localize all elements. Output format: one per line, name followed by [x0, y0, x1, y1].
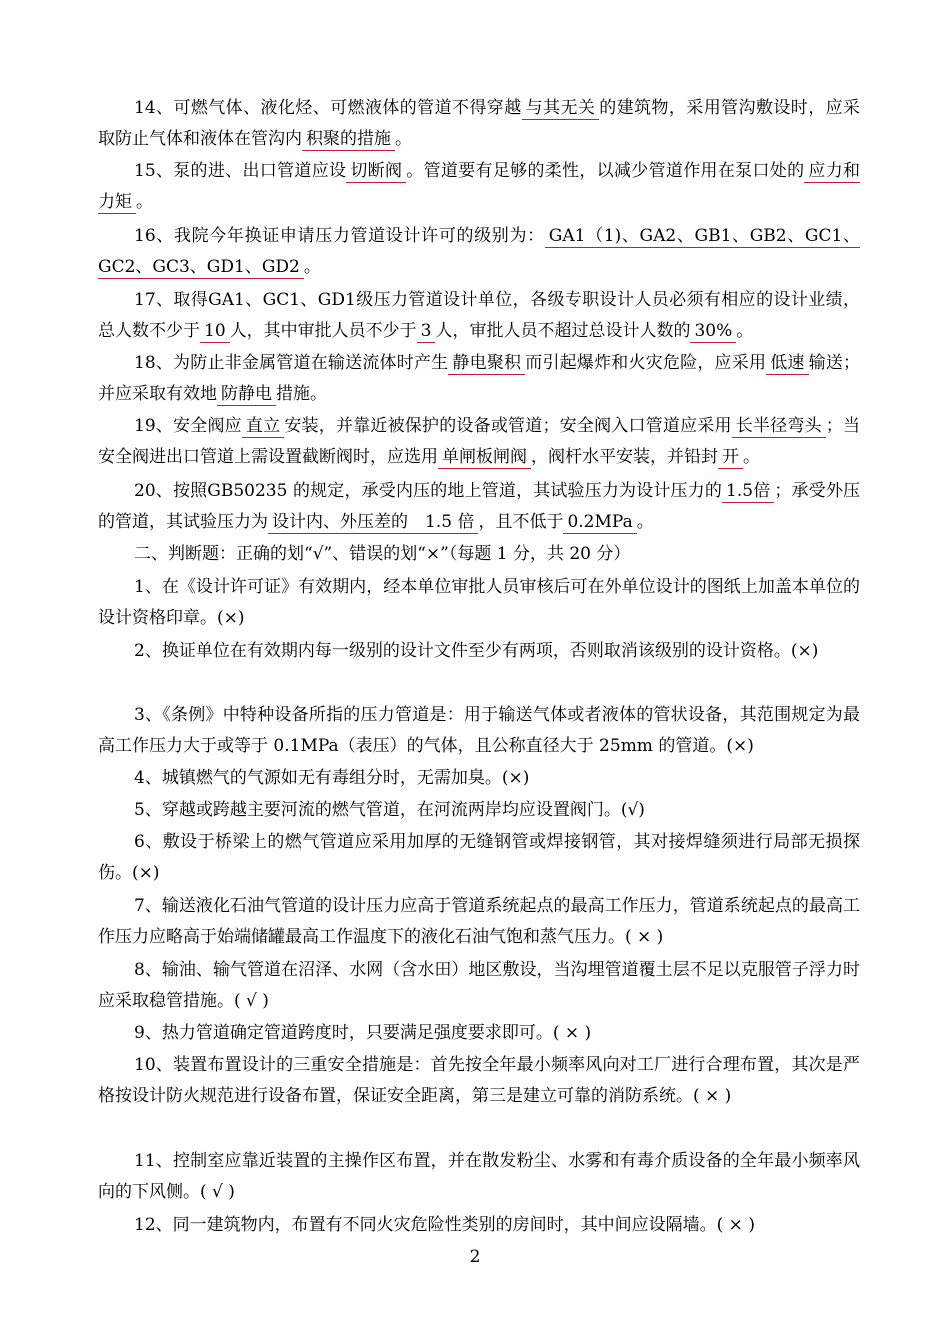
- item-text: 措施。: [276, 384, 327, 404]
- fill-item-19: [98, 411, 860, 473]
- item-text: 19、安全阀应: [134, 416, 242, 436]
- item-text: 。: [743, 447, 760, 467]
- answer-blank: 防静电: [217, 384, 276, 406]
- item-text: 安装，并靠近被保护的设备或管道；安全阀入口管道应采用: [284, 416, 732, 436]
- answer-blank: GA1（1)、GA2、GB1、GB2、GC1、GC2、GC3、GD1、GD2: [98, 226, 860, 277]
- item-text: 15、泵的进、出口管道应设: [134, 161, 347, 181]
- section-heading: 二、判断题：正确的划“√”、错误的划“×”（每题 1 分，共 20 分）: [134, 544, 631, 564]
- item-text: 。: [736, 321, 754, 341]
- item-text: ，阀杆水平安装，并铅封: [531, 447, 718, 467]
- answer-blank: 应力和力矩: [98, 161, 861, 212]
- fill-item-15: [98, 156, 860, 218]
- judgment-item-8: 8、输油、输气管道在沼泽、水网（含水田）地区敷设，当沟埋管道覆土层不足以克服管子浮力时应采取稳管措施。( √ ): [98, 960, 860, 1011]
- item-text: 。: [136, 192, 153, 212]
- item-text: ；承受外压的管道，其试验压力为: [98, 481, 860, 532]
- answer-blank: 积聚的措施: [302, 129, 395, 151]
- judgment-item-6: 6、敷设于桥梁上的燃气管道应采用加厚的无缝钢管或焊接钢管，其对接焊缝须进行局部无损探伤。(×): [98, 832, 860, 883]
- fill-item-18: [98, 348, 860, 410]
- item-text: 的建筑物，采用管沟敷设时，应采取防止气体和液体在管沟内: [98, 98, 861, 149]
- item-text: 14、可燃气体、液化烃、可燃液体的管道不得穿越: [134, 98, 522, 118]
- fill-item-20: [98, 476, 860, 538]
- judgment-item-7: 7、输送液化石油气管道的设计压力应高于管道系统起点的最高工作压力，管道系统起点的最高工作压力应略高于始端储罐最高工作温度下的液化石油气饱和蒸气压力。( × ): [98, 896, 860, 947]
- item-text: 。: [636, 512, 654, 532]
- item-text: ，且不低于: [478, 512, 564, 532]
- judgment-item-4: 4、城镇燃气的气源如无有毒组分时，无需加臭。(×): [134, 768, 530, 788]
- answer-blank: 30%: [690, 321, 736, 343]
- answer-blank: 开: [718, 447, 743, 469]
- judgment-item-2: 2、换证单位在有效期内每一级别的设计文件至少有两项，否则取消该级别的设计资格。(×): [134, 641, 819, 661]
- item-text: 人，其中审批人员不少于: [229, 321, 417, 341]
- page-number: 2: [469, 1247, 481, 1267]
- item-text: ；当安全阀进出口管道上需设置截断阀时，应选用: [98, 416, 861, 467]
- answer-blank: 直立: [242, 416, 284, 438]
- answer-blank: 3: [417, 321, 436, 343]
- judgment-item-3: 3、《条例》中特种设备所指的压力管道是：用于输送气体或者液体的管状设备，其范围规定为最高工作压力大于或等于 0.1MPa（表压）的气体，且公称直径大于 25mm 的管道。(×): [98, 705, 860, 756]
- answer-blank: 单闸板闸阀: [438, 447, 531, 469]
- item-text: 人，审批人员不超过总设计人数的: [435, 321, 691, 341]
- answer-blank: 与其无关: [522, 98, 600, 120]
- item-text: 。管道要有足够的柔性，以减少管道作用在泵口处的: [406, 161, 805, 181]
- item-text: 20、按照GB50235 的规定，承受内压的地上管道，其试验压力为设计压力的: [134, 481, 722, 501]
- judgment-item-1: 1、在《设计许可证》有效期内，经本单位审批人员审核后可在外单位设计的图纸上加盖本单位的设计资格印章。(×): [98, 577, 860, 628]
- item-text: 17、取得GA1、GC1、GD1级压力管道设计单位，各级专职设计人员必须有相应的设计业绩，总人数不少于: [98, 290, 860, 341]
- fill-item-14: [98, 93, 860, 155]
- answer-blank: 长半径弯头: [732, 416, 826, 438]
- item-text: 输送；并应采取有效地: [98, 353, 861, 404]
- answer-blank: 1.5倍: [722, 481, 774, 503]
- fill-item-16: [98, 221, 860, 283]
- judgment-item-5: 5、穿越或跨越主要河流的燃气管道，在河流两岸均应设置阀门。(√): [134, 800, 645, 820]
- answer-blank: 静电聚积: [448, 353, 525, 375]
- fill-item-17: [98, 285, 860, 347]
- judgment-item-12: 12、同一建筑物内，布置有不同火灾危险性类别的房间时，其中间应设隔墙。( × ): [134, 1215, 755, 1235]
- item-text: 18、为防止非金属管道在输送流体时产生: [134, 353, 449, 373]
- answer-blank: 10: [200, 321, 230, 343]
- judgment-item-9: 9、热力管道确定管道跨度时，只要满足强度要求即可。( × ): [134, 1023, 592, 1043]
- item-text: 。: [395, 129, 412, 149]
- answer-blank: 切断阀: [346, 161, 406, 183]
- judgment-item-11: 11、控制室应靠近装置的主操作区布置，并在散发粉尘、水雾和有毒介质设备的全年最小频率风向的下风侧。( √ ): [98, 1151, 860, 1202]
- judgment-item-10: 10、装置布置设计的三重安全措施是：首先按全年最小频率风向对工厂进行合理布置，其次是严格按设计防火规范进行设备布置，保证安全距离，第三是建立可靠的消防系统。( × ): [98, 1055, 860, 1106]
- item-text: 16、我院今年换证申请压力管道设计许可的级别为：: [134, 226, 545, 246]
- answer-blank: 设计内、外压差的 1.5 倍: [268, 512, 478, 534]
- item-text: 而引起爆炸和火灾危险，应采用: [525, 353, 767, 373]
- answer-blank: 低速: [766, 353, 808, 375]
- answer-blank: 0.2MPa: [563, 512, 636, 534]
- item-text: 。: [303, 257, 321, 277]
